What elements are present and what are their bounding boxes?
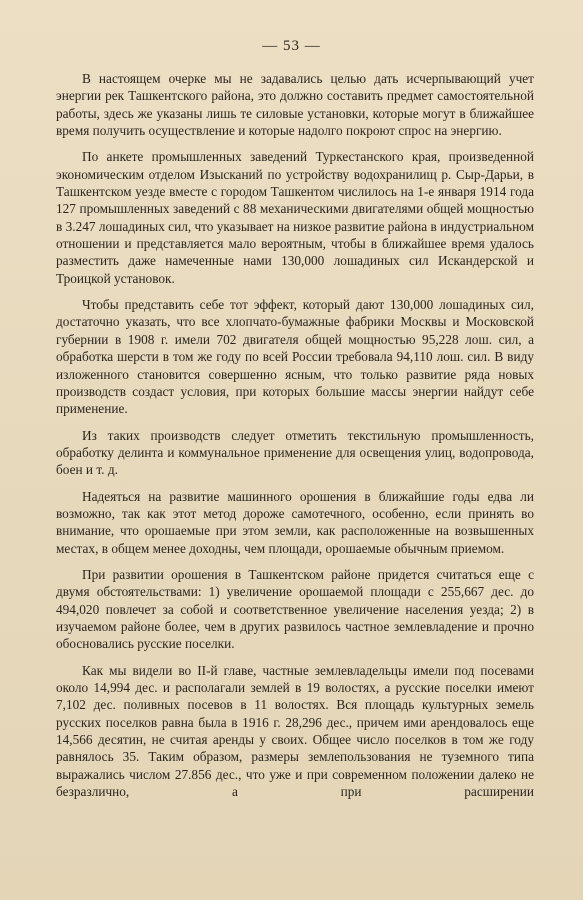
paragraph-3: Чтобы представить себе тот эффект, который дают 130,000 лошадиных сил, достаточно указать, что все хлопчато-бумажные фабрики Москвы и Московской губернии в 1908 г. имели 702 двигателя общей мощностью 95,228 лош. сил, а обработка шерсти в том же году по всей России требовала 94,110 лош. сил. В виду изложенного становится совершенно ясным, что только развитие ряда новых производств создаст условия, при которых большие массы энергии найдут себе применение. xyxy=(56,297,534,417)
body-text xyxy=(56,70,534,809)
paragraph-2: По анкете промышленных заведений Туркестанского края, произведенной экономическим отделом Изысканий по устройству водохранилищ р. Сыр-Дарьи, в Ташкентском уезде вместе с городом Ташкентом числилось на 1-е января 1914 года 127 промышленных заведений с 88 механическими двигателями общей мощностью в 3.247 лошадиных сил, что указывает на низкое развитие района в индустриальном отношении и представляется мало вероятным, чтобы в ближайшее время удалось разместить даже намеченные нами 130,000 лошадиных сил Искандерской и Троицкой установок. xyxy=(56,149,534,286)
paragraph-6: При развитии орошения в Ташкентском районе придется считаться еще с двумя обстоятельствами: 1) увеличение орошаемой площади с 255,667 дес. до 494,020 повлечет за собой и соответственное увеличение населения уезда; 2) в изучаемом районе более, чем в других развилось частное землевладение и прочно обосновались русские поселки. xyxy=(56,566,534,652)
page-number: — 53 — xyxy=(262,38,321,54)
paragraph-7: Как мы видели во II-й главе, частные землевладельцы имели под посевами около 14,994 дес. и располагали землей в 19 волостях, а русские поселки имеют 7,102 дес. поливных посевов в 11 волостях. Вся площадь культурных земель русских поселков равна была в 1916 г. 28,296 дес., причем ими арендовалось еще 14,566 десятин, не считая аренды у своих. Общее число поселков в том же году равнялось 35. Таким образом, размеры землепользования не туземного типа выражались числом 27.856 дес., что уже и при современном положении далеко не безразлично, а при расширении xyxy=(56,662,534,800)
paragraph-1: В настоящем очерке мы не задавались целью дать исчерпывающий учет энергии рек Ташкентского района, это должно составить предмет самостоятельной работы, здесь же указаны лишь те силовые установки, которые могут в ближайшее время получить осуществление и которые надолго покроют спрос на энергию. xyxy=(56,71,534,139)
paragraph-4: Из таких производств следует отметить текстильную промышленность, обработку делинта и коммунальное применение для освещения улиц, водопровода, боен и т. д. xyxy=(56,427,534,478)
paragraph-5: Надеяться на развитие машинного орошения в ближайшие годы едва ли возможно, так как этот метод дороже самотечного, особенно, если принять во внимание, что орошаемые при этом земли, как расположенные на возвышенных местах, в общем менее доходны, чем площади, орошаемые обычным приемом. xyxy=(56,488,534,556)
